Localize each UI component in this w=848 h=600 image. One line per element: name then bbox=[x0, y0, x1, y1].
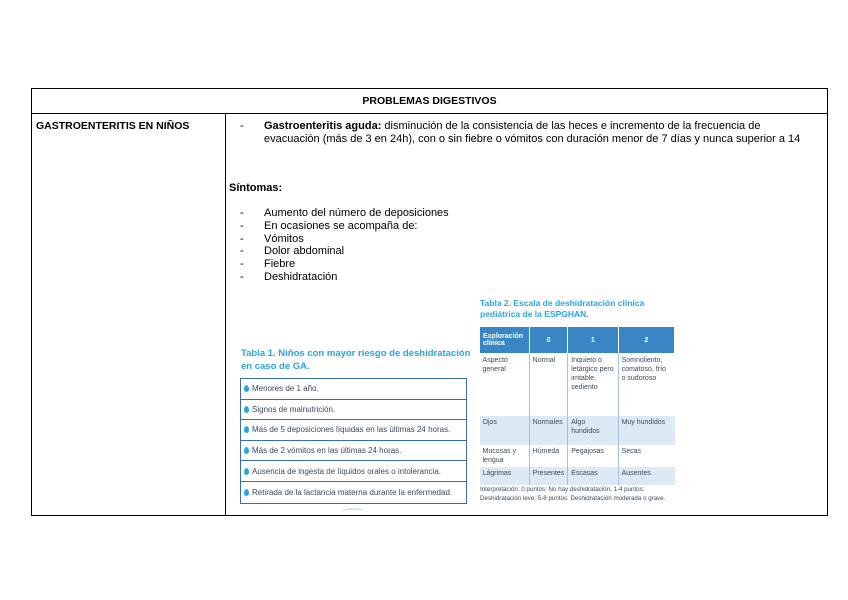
table-row bbox=[480, 467, 675, 485]
table-cell: Ausentes bbox=[618, 467, 674, 485]
table-row bbox=[241, 461, 466, 482]
column-header: 0 bbox=[529, 327, 568, 354]
table-header: PROBLEMAS DIGESTIVOS bbox=[32, 89, 827, 114]
list-item: - Aumento del número de deposiciones bbox=[240, 207, 449, 220]
table-cell: Normales bbox=[529, 416, 568, 445]
table2-title: Tabla 2. Escala de deshidratación clínica pediátrica de la ESPGHAN. bbox=[480, 298, 645, 319]
table-cell: Normal bbox=[529, 354, 568, 417]
condition-name: GASTROENTERITIS EN NIÑOS bbox=[36, 120, 190, 132]
table1 bbox=[240, 378, 467, 504]
drop-icon bbox=[244, 385, 249, 392]
symptoms-list bbox=[240, 207, 449, 284]
table-cell: Húmeda bbox=[529, 445, 568, 467]
table-cell: Algo hundidos bbox=[568, 416, 618, 445]
table-row bbox=[241, 441, 466, 462]
table-cell: Pegajosas bbox=[568, 445, 618, 467]
definition-text: disminución de la consistencia de las heces e incremento de la frecuencia de evacuación (más de 3 en 24h), con o sin fiebre o vómitos con duración menor de 7 días y nunca superior a 14 bbox=[264, 120, 801, 145]
drop-icon bbox=[244, 426, 249, 433]
drop-icon bbox=[244, 406, 249, 413]
table-row bbox=[241, 400, 466, 421]
column-header: Exploración clínica bbox=[480, 327, 530, 354]
column-header: 2 bbox=[618, 327, 674, 354]
table-row bbox=[241, 379, 466, 400]
list-item: - Fiebre bbox=[240, 258, 449, 271]
table-cell: Aspecto general bbox=[482, 357, 508, 373]
table-cell: Más de 2 vómitos en las últimas 24 horas. bbox=[252, 446, 402, 456]
table2 bbox=[479, 326, 675, 485]
table-cell: Ojos bbox=[480, 416, 530, 445]
table-row bbox=[241, 482, 466, 503]
list-item: - Vómitos bbox=[240, 233, 449, 246]
condition-cell bbox=[32, 113, 226, 515]
symptoms-heading: Síntomas: bbox=[229, 182, 283, 194]
table-cell: Muy hundidos bbox=[618, 416, 674, 445]
list-dash: - bbox=[240, 120, 244, 132]
table-row bbox=[480, 416, 675, 445]
definition bbox=[240, 120, 810, 146]
definition-term: Gastroenteritis aguda: bbox=[264, 120, 382, 132]
table-cell: Retirada de la lactancia materna durante la enfermedad. bbox=[252, 487, 453, 497]
table-cell: Menores de 1 año. bbox=[252, 384, 319, 394]
table-cell: Escasas bbox=[568, 467, 618, 485]
list-item: - Deshidratación bbox=[240, 271, 449, 284]
drop-icon bbox=[244, 468, 249, 475]
table-cell: Mucosas y lengua bbox=[482, 448, 516, 464]
table-cell: Somnoliento, comatoso, frío o sudoroso bbox=[618, 354, 674, 417]
table-cell: Lágrimas bbox=[480, 467, 530, 485]
table-cell: Más de 5 deposiciones líquidas en las últimas 24 horas. bbox=[252, 425, 451, 435]
table-cell: Inquieto o letárgico pero irritable, sediento bbox=[568, 354, 618, 417]
list-item: - En ocasiones se acompaña de: bbox=[240, 220, 449, 233]
table-header-row bbox=[480, 327, 675, 354]
table-row bbox=[480, 445, 675, 467]
table-row bbox=[241, 420, 466, 441]
decorative-mark bbox=[342, 508, 364, 514]
drop-icon bbox=[244, 447, 249, 454]
column-header: 1 bbox=[568, 327, 618, 354]
list-item: - Dolor abdominal bbox=[240, 245, 449, 258]
table1-title: Tabla 1. Niños con mayor riesgo de deshidratación en caso de GA. bbox=[241, 348, 471, 372]
table-row bbox=[480, 354, 675, 417]
drop-icon bbox=[244, 489, 249, 496]
table-cell: Secas bbox=[618, 445, 674, 467]
table2-note: Interpretación: 0 puntos: No hay deshidratación. 1-4 puntos: Deshidratación leve. 5-8 puntos: Deshidratación moderada o grave. bbox=[480, 486, 666, 502]
table-cell: Ausencia de ingesta de líquidos orales o intolerancia. bbox=[252, 466, 442, 476]
table-cell: Signos de malnutrición. bbox=[252, 404, 336, 414]
table-cell: Presentes bbox=[529, 467, 568, 485]
